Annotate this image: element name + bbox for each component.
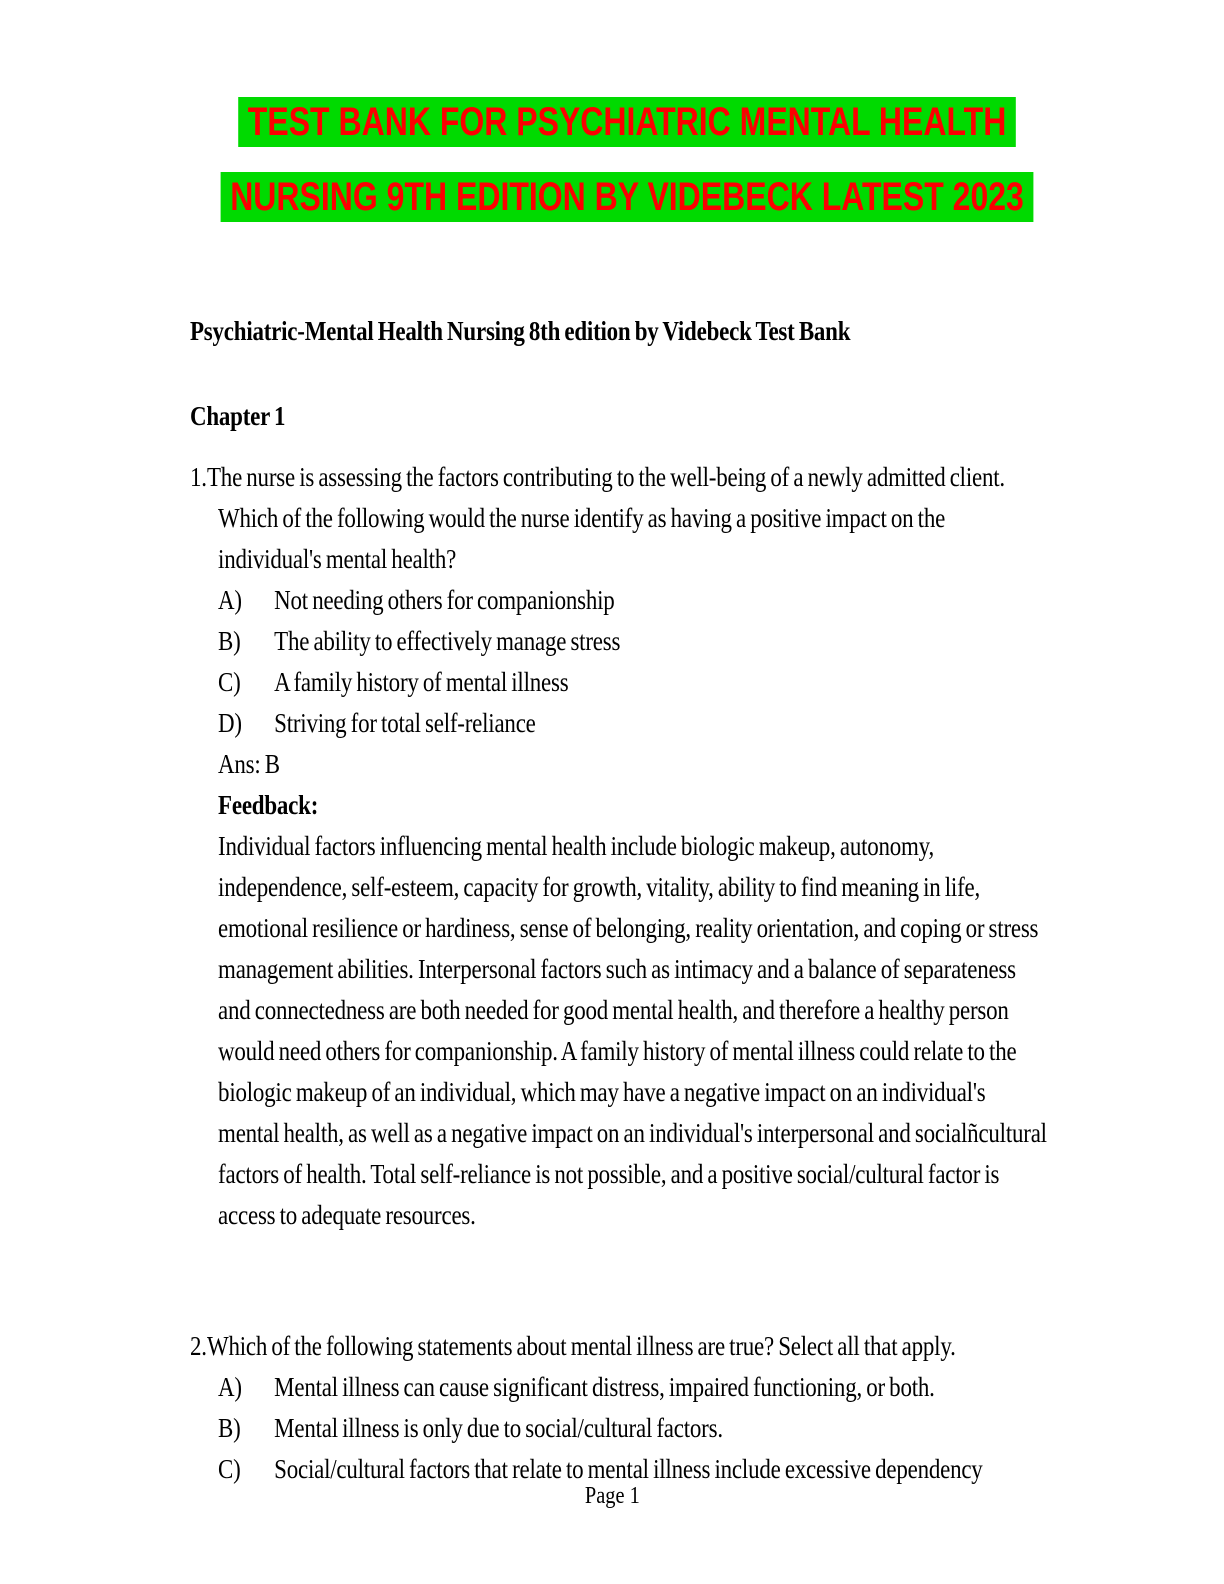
option-text: Mental illness can cause significant distress, impaired functioning, or both. — [274, 1372, 935, 1402]
option-row — [218, 662, 1050, 703]
question-number: 2. — [190, 1331, 207, 1361]
option-text: Mental illness is only due to social/cultural factors. — [274, 1413, 723, 1443]
option-row — [218, 621, 1050, 662]
document-body — [190, 311, 1050, 1490]
question-text: The nurse is assessing the factors contributing to the well-being of a newly admitted client. Which of the following would the nurse identify as having a positive impact on the individual's mental health? — [207, 462, 1005, 574]
banner-line — [0, 172, 1224, 222]
option-label: A) — [218, 585, 242, 615]
question-block-1 — [190, 457, 1050, 1236]
document-subtitle: Psychiatric-Mental Health Nursing 8th edition by Videbeck Test Bank — [190, 316, 851, 346]
option-label: C) — [218, 1454, 241, 1484]
feedback-label: Feedback: — [218, 790, 319, 820]
option-label: B) — [218, 1413, 241, 1443]
question-number: 1. — [190, 462, 207, 492]
option-label: D) — [218, 708, 242, 738]
banner-line — [0, 97, 1224, 147]
page-number: Page 1 — [584, 1483, 640, 1509]
option-text: The ability to effectively manage stress — [274, 626, 621, 656]
feedback-text: Individual factors influencing mental health include biologic makeup, autonomy, independence, self-esteem, capacity for growth, vitality, ability to find meaning in life, emotional resilience or hardiness, sense of belonging, reality orientation, and coping or stress management abilities. Interpersonal factors such as intimacy and a balance of separateness and connectedness are both needed for good mental health, and therefore a healthy person would need others for companionship. A family history of mental illness could relate to the biologic makeup of an individual, which may have a negative impact on an individual's mental health, as well as a negative impact on an individual's interpersonal and socialñcultural factors of health. Total self-reliance is not possible, and a positive social/cultural factor is access to adequate resources. — [218, 831, 1047, 1230]
banner-line-text: NURSING 9TH EDITION BY VIDEBECK LATEST 2023 — [221, 172, 1034, 222]
option-row — [218, 1367, 1050, 1408]
option-label: C) — [218, 667, 241, 697]
title-banner — [0, 97, 1224, 247]
option-text: Not needing others for companionship — [274, 585, 615, 615]
option-row — [218, 580, 1050, 621]
option-text: Striving for total self-reliance — [274, 708, 536, 738]
option-text: Social/cultural factors that relate to mental illness include excessive dependency — [274, 1454, 983, 1484]
page-footer — [0, 1481, 1224, 1511]
answer-line: Ans: B — [218, 749, 280, 779]
option-row — [218, 1408, 1050, 1449]
option-label: B) — [218, 626, 241, 656]
question-block-2 — [190, 1326, 1050, 1490]
banner-line-text: TEST BANK FOR PSYCHIATRIC MENTAL HEALTH — [238, 97, 1016, 147]
option-label: A) — [218, 1372, 242, 1402]
chapter-heading: Chapter 1 — [190, 401, 286, 431]
option-row — [218, 703, 1050, 744]
option-text: A family history of mental illness — [274, 667, 569, 697]
question-text: Which of the following statements about mental illness are true? Select all that apply. — [207, 1331, 956, 1361]
